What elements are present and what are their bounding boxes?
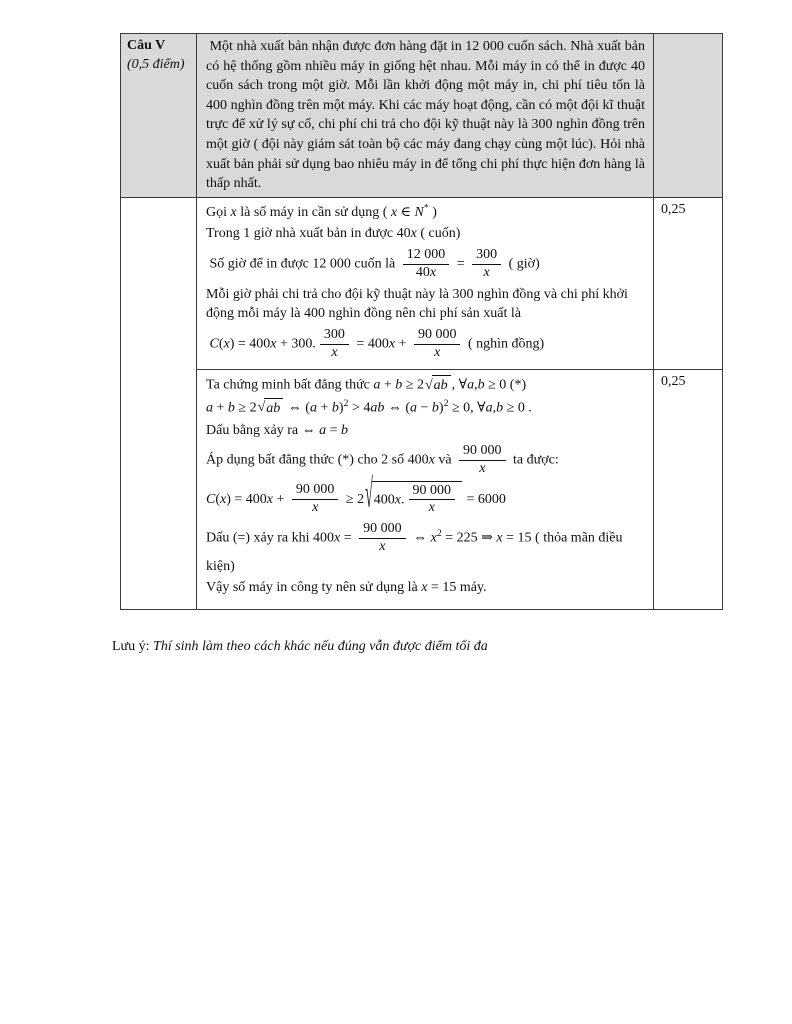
question-row [121,34,723,198]
solution-row [121,197,723,370]
radical-sign-icon: √ [424,377,433,393]
solution-line: Gọi x là số máy in cần sử dụng ( x ∈ N* ) [206,202,437,220]
radical-sign-icon: √ [257,400,266,416]
fraction: $\frac{90 000}{x}$ [359,521,406,556]
question-score-cell [654,34,723,198]
solution-row [121,370,723,610]
question-id: Câu V [127,38,166,53]
fraction: $\frac{12 000}{40x}$ [403,247,450,282]
square-root: √ ab [258,398,284,419]
score-cell: 0,25 [654,370,723,610]
solution-cell [197,370,654,610]
solution-line: Dấu (=) xảy ra khi 400x = $\frac{90 000}{x}$ ⇔ $x^2 = 225$ ⇒ x = 15 ( thỏa mãn điều kiện) [206,521,623,574]
solution-line: Số giờ để in được 12 000 cuốn là $\frac{12 000}{40x}$ = $\frac{300}{x}$ ( giờ) [206,246,540,280]
solution-line: Trong 1 giờ nhà xuất bản in được 40x ( cuốn) [206,226,461,242]
radical-sign-icon: √ [365,474,373,519]
solution-line: a + b ≥ 2 √ ab ⇔ $(a + b)^2 > 4ab$ ⇔ $(a - b)^2 \ge 0$, ∀a,b ≥ 0 . [206,398,645,419]
square-root: √ ab [425,375,451,396]
note-label: Lưu ý: [112,639,154,654]
question-id-cell [121,34,197,198]
solution-line: C(x) = 400x + 300. $\frac{300}{x}$ = 400x + $\frac{90 000}{x}$ ( nghìn đồng) [209,326,545,360]
score-cell: 0,25 [654,197,723,370]
question-left-spacer-cell [121,197,197,610]
fraction: $\frac{90 000}{x}$ [459,443,506,478]
fraction: $\frac{90 000}{x}$ [409,483,456,518]
solution-cell [197,197,654,370]
fraction: $\frac{90 000}{x}$ [414,327,461,362]
solution-line: Ta chứng minh bất đẳng thức a + b ≥ 2 √ ab , ∀a,b ≥ 0 (*) [206,375,645,396]
note-text: Thí sinh làm theo cách khác nếu đúng vẫn được điểm tối đa [153,639,488,654]
solution-line: Vậy số máy in công ty nên sử dụng là x = 15 máy. [206,580,487,596]
solution-body [121,197,723,610]
solution-line: Áp dụng bất đẳng thức (*) cho 2 số 400x và $\frac{90 000}{x}$ ta được: [206,443,559,476]
answer-table [120,33,723,610]
fraction: $\frac{300}{x}$ [472,247,501,282]
fraction: $\frac{90 000}{x}$ [292,482,339,517]
square-root: √ 400x. $\frac{90 000}{x}$ [365,481,462,519]
solution-line: Dấu bằng xảy ra ⇔ a = b [206,422,349,438]
fraction: $\frac{300}{x}$ [320,327,349,362]
question-points: (0,5 điểm) [127,56,185,72]
solution-line: Mỗi giờ phải chi trả cho đội kỹ thuật này là 300 nghìn đồng và chi phí khởi động mỗi máy là 400 nghìn đồng nên chi phí sản xuất là [206,286,628,322]
solution-line: C(x) = 400x + $\frac{90 000}{x}$ ≥ 2 √ 400x. $\frac{90 000}{x}$ = 6000 [206,474,506,519]
question-statement-cell: Một nhà xuất bản nhận được đơn hàng đặt in 12 000 cuốn sách. Nhà xuất bản có hệ thống gồm nhiều máy in giống hệt nhau. Mỗi máy in có thể in được 40 cuốn sách trong một giờ. Mỗi lần khởi động một máy in, chi phí tiêu tốn là 400 nghìn đồng trên một máy. Khi các máy hoạt động, cần có một đội kĩ thuật trực để xử lý sự cố, chi phí chi trả cho đội kỹ thuật này là 300 nghìn đồng trên một giờ ( đội này giám sát toàn bộ các máy đang chạy cùng một lúc). Hỏi nhà xuất bản phải sử dụng bao nhiêu máy in để tổng chi phí thực hiện đơn hàng là thấp nhất. [197,34,654,198]
footer-note [112,637,488,657]
